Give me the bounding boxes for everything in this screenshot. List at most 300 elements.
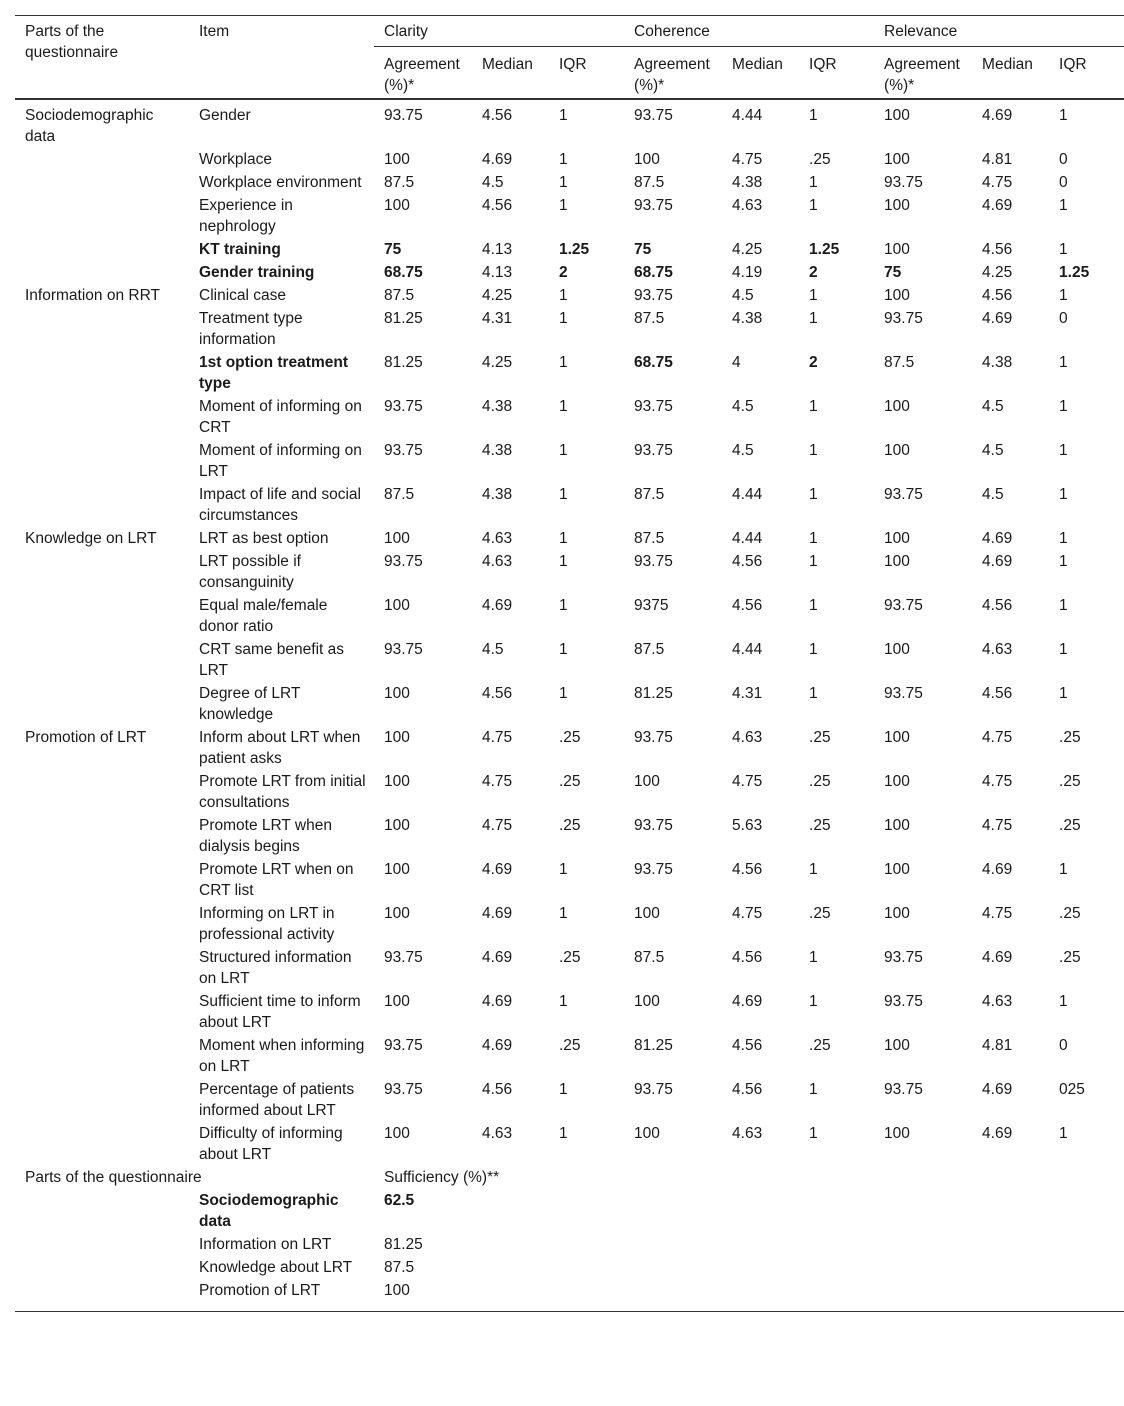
value-cell: 4.63 (732, 729, 763, 746)
value-cell: 4.38 (482, 442, 513, 459)
value-cell: 5.63 (732, 817, 763, 834)
value-cell: 4.44 (732, 486, 763, 503)
table-row (15, 99, 1124, 148)
table-row (15, 395, 1124, 439)
value-cell: .25 (1059, 949, 1081, 966)
value-cell: 87.5 (634, 530, 665, 547)
value-cell: 100 (884, 729, 910, 746)
value-cell: 1 (559, 993, 568, 1010)
value-cell: 4.56 (482, 1081, 513, 1098)
item-cell: LRT as best option (199, 530, 329, 547)
value-cell: 1 (809, 107, 818, 124)
value-cell: 4.25 (482, 287, 513, 304)
item-cell: Gender (199, 107, 251, 124)
table-row (15, 946, 1124, 990)
value-cell: 4 (732, 354, 741, 371)
value-cell: 4.5 (732, 442, 754, 459)
value-cell: 100 (384, 729, 410, 746)
value-cell: 4.63 (982, 641, 1013, 658)
value-cell: .25 (559, 729, 581, 746)
value-cell: 93.75 (384, 641, 423, 658)
value-cell: 4.56 (732, 1081, 763, 1098)
value-cell: .25 (1059, 817, 1081, 834)
table-row (15, 814, 1124, 858)
table-row (15, 1034, 1124, 1078)
value-cell: 4.56 (732, 1037, 763, 1054)
value-cell: 0 (1059, 151, 1068, 168)
table-row (15, 483, 1124, 527)
table-row (15, 171, 1124, 194)
value-cell: 100 (384, 1125, 410, 1142)
value-cell: 4.56 (482, 197, 513, 214)
sufficiency-item: Knowledge about LRT (199, 1259, 353, 1276)
value-cell: 100 (384, 685, 410, 702)
value-cell: 4.69 (982, 1081, 1013, 1098)
value-cell: 4.63 (482, 1125, 513, 1142)
item-cell: Degree of LRT knowledge (199, 685, 301, 723)
value-cell: .25 (809, 151, 831, 168)
value-cell: 100 (384, 597, 410, 614)
table-row (15, 726, 1124, 770)
value-cell: 100 (634, 905, 660, 922)
part-cell (15, 439, 189, 483)
value-cell: 1 (559, 597, 568, 614)
value-cell: 93.75 (634, 817, 673, 834)
item-cell: Moment of informing on LRT (199, 442, 362, 480)
value-cell: 1 (809, 949, 818, 966)
value-cell: 81.25 (634, 1037, 673, 1054)
value-cell: 1.25 (559, 241, 590, 258)
value-cell: 4.63 (732, 1125, 763, 1142)
value-cell: 100 (884, 241, 910, 258)
value-cell: 4.75 (732, 151, 763, 168)
value-cell: 4.38 (732, 174, 763, 191)
value-cell: 100 (884, 107, 910, 124)
value-cell: 4.44 (732, 641, 763, 658)
value-cell: 1 (809, 553, 818, 570)
item-cell: Impact of life and social circumstances (199, 486, 361, 524)
value-cell: 100 (384, 993, 410, 1010)
item-cell: Moment when informing on LRT (199, 1037, 365, 1075)
value-cell: 100 (634, 151, 660, 168)
value-cell: 1 (559, 685, 568, 702)
value-cell: .25 (559, 1037, 581, 1054)
value-cell: 1 (559, 861, 568, 878)
item-cell: Promote LRT when dialysis begins (199, 817, 332, 855)
value-cell: 4.75 (482, 817, 513, 834)
value-cell: 87.5 (634, 310, 665, 327)
value-cell: 87.5 (634, 949, 665, 966)
sufficiency-item: Information on LRT (199, 1236, 332, 1253)
value-cell: 93.75 (384, 1081, 423, 1098)
part-cell (15, 902, 189, 946)
value-cell: 1 (559, 310, 568, 327)
value-cell: 1 (1059, 107, 1068, 124)
value-cell: 100 (884, 553, 910, 570)
value-cell: 1 (1059, 442, 1068, 459)
value-cell: 1 (559, 398, 568, 415)
value-cell: 93.75 (634, 442, 673, 459)
value-cell: 100 (884, 398, 910, 415)
table-row (15, 307, 1124, 351)
value-cell: 93.75 (884, 310, 923, 327)
value-cell: 4.5 (482, 641, 504, 658)
value-cell: 4.38 (982, 354, 1013, 371)
header-item: Item (189, 16, 374, 100)
item-cell: 1st option treatment type (199, 354, 348, 392)
value-cell: 1 (559, 442, 568, 459)
item-cell: Equal male/female donor ratio (199, 597, 328, 635)
subheader-median: Median (972, 47, 1049, 100)
item-cell: KT training (199, 241, 281, 258)
value-cell: .25 (559, 949, 581, 966)
value-cell: 4.44 (732, 107, 763, 124)
subheader-median: Median (722, 47, 799, 100)
value-cell: 4.5 (732, 398, 754, 415)
value-cell: 100 (634, 1125, 660, 1142)
item-cell: Promote LRT when on CRT list (199, 861, 354, 899)
value-cell: 100 (384, 530, 410, 547)
value-cell: 1 (1059, 553, 1068, 570)
table-row (15, 770, 1124, 814)
value-cell: 4.69 (982, 107, 1013, 124)
value-cell: 100 (384, 905, 410, 922)
value-cell: 4.75 (482, 773, 513, 790)
value-cell: 4.56 (482, 685, 513, 702)
value-cell: 68.75 (634, 354, 673, 371)
part-cell (15, 483, 189, 527)
table-row (15, 594, 1124, 638)
item-cell: Experience in nephrology (199, 197, 293, 235)
value-cell: 1 (559, 287, 568, 304)
value-cell: 100 (634, 993, 660, 1010)
value-cell: .25 (1059, 905, 1081, 922)
value-cell: 1 (1059, 861, 1068, 878)
value-cell: 4.69 (982, 197, 1013, 214)
value-cell: 4.69 (482, 861, 513, 878)
value-cell: 100 (884, 905, 910, 922)
value-cell: 75 (884, 264, 902, 281)
value-cell: 4.75 (982, 174, 1013, 191)
table-row (15, 351, 1124, 395)
value-cell: 1 (809, 174, 818, 191)
value-cell: 1 (559, 530, 568, 547)
value-cell: .25 (809, 773, 831, 790)
value-cell: 100 (884, 817, 910, 834)
value-cell: 4.44 (732, 530, 763, 547)
part-cell: Sociodemographic data (25, 107, 154, 145)
subheader-agreement: Agreement (%)* (874, 47, 972, 100)
value-cell: 4.75 (982, 817, 1013, 834)
value-cell: 93.75 (884, 685, 923, 702)
value-cell: .25 (809, 729, 831, 746)
value-cell: 93.75 (884, 486, 923, 503)
value-cell: 93.75 (884, 1081, 923, 1098)
part-cell (15, 1122, 189, 1166)
value-cell: .25 (559, 773, 581, 790)
item-cell: Sufficient time to inform about LRT (199, 993, 361, 1031)
value-cell: 100 (384, 861, 410, 878)
sufficiency-row (15, 1256, 1124, 1279)
value-cell: .25 (809, 817, 831, 834)
value-cell: 0 (1059, 310, 1068, 327)
value-cell: 87.5 (884, 354, 915, 371)
value-cell: 4.56 (982, 597, 1013, 614)
value-cell: 1 (809, 685, 818, 702)
item-cell: Clinical case (199, 287, 287, 304)
value-cell: 100 (384, 151, 410, 168)
value-cell: 100 (884, 641, 910, 658)
part-cell (15, 770, 189, 814)
value-cell: 4.5 (982, 486, 1004, 503)
value-cell: 1 (1059, 597, 1068, 614)
value-cell: 1 (809, 398, 818, 415)
value-cell: 4.56 (732, 949, 763, 966)
value-cell: 1 (1059, 530, 1068, 547)
value-cell: 4.5 (982, 442, 1004, 459)
part-cell (15, 171, 189, 194)
value-cell: 4.25 (482, 354, 513, 371)
header-parts: Parts of the questionnaire (15, 16, 189, 100)
table-row (15, 902, 1124, 946)
value-cell: 93.75 (884, 949, 923, 966)
value-cell: 93.75 (384, 553, 423, 570)
value-cell: 93.75 (884, 993, 923, 1010)
value-cell: 1.25 (809, 241, 840, 258)
sufficiency-value: 62.5 (384, 1192, 415, 1209)
sufficiency-value: 87.5 (384, 1259, 415, 1276)
value-cell: .25 (1059, 729, 1081, 746)
subheader-iqr: IQR (549, 47, 624, 100)
value-cell: 4.56 (982, 685, 1013, 702)
value-cell: 4.69 (982, 310, 1013, 327)
value-cell: 100 (884, 151, 910, 168)
value-cell: 4.69 (482, 949, 513, 966)
value-cell: 100 (884, 1037, 910, 1054)
value-cell: 4.31 (482, 310, 513, 327)
value-cell: 68.75 (634, 264, 673, 281)
value-cell: .25 (809, 905, 831, 922)
subheader-agreement: Agreement (%)* (624, 47, 722, 100)
sufficiency-value: 81.25 (384, 1236, 423, 1253)
value-cell: 4.56 (732, 553, 763, 570)
item-cell: Percentage of patients informed about LRT (199, 1081, 355, 1119)
value-cell: 2 (559, 264, 568, 281)
value-cell: 93.75 (384, 398, 423, 415)
value-cell: 1 (809, 641, 818, 658)
value-cell: 1 (1059, 398, 1068, 415)
value-cell: 2 (809, 354, 818, 371)
value-cell: 87.5 (384, 174, 415, 191)
value-cell: 100 (884, 773, 910, 790)
table-row (15, 261, 1124, 284)
sufficiency-item: Sociodemographic data (199, 1192, 339, 1230)
value-cell: 100 (634, 773, 660, 790)
value-cell: 1 (559, 107, 568, 124)
value-cell: 1 (559, 174, 568, 191)
value-cell: 1 (809, 197, 818, 214)
value-cell: 1.25 (1059, 264, 1090, 281)
value-cell: 1 (809, 993, 818, 1010)
table-row (15, 550, 1124, 594)
value-cell: 4.69 (982, 530, 1013, 547)
value-cell: 93.75 (634, 729, 673, 746)
value-cell: 4.38 (482, 398, 513, 415)
value-cell: 4.69 (482, 905, 513, 922)
value-cell: 4.38 (732, 310, 763, 327)
value-cell: 1 (559, 641, 568, 658)
value-cell: 4.75 (982, 729, 1013, 746)
table-row (15, 284, 1124, 307)
value-cell: 1 (559, 354, 568, 371)
value-cell: 1 (1059, 1125, 1068, 1142)
value-cell: 1 (1059, 486, 1068, 503)
value-cell: 1 (1059, 993, 1068, 1010)
value-cell: 4.69 (982, 861, 1013, 878)
value-cell: .25 (809, 1037, 831, 1054)
value-cell: 93.75 (634, 1081, 673, 1098)
value-cell: 93.75 (384, 1037, 423, 1054)
value-cell: 4.56 (732, 861, 763, 878)
value-cell: 4.38 (482, 486, 513, 503)
value-cell: 4.13 (482, 264, 513, 281)
subheader-iqr: IQR (1049, 47, 1124, 100)
value-cell: 87.5 (384, 287, 415, 304)
value-cell: 93.75 (884, 174, 923, 191)
value-cell: 025 (1059, 1081, 1085, 1098)
value-cell: 1 (559, 486, 568, 503)
value-cell: .25 (1059, 773, 1081, 790)
value-cell: 1 (1059, 241, 1068, 258)
value-cell: 4.69 (482, 1037, 513, 1054)
sufficiency-row (15, 1233, 1124, 1256)
value-cell: 1 (559, 905, 568, 922)
value-cell: 4.75 (982, 905, 1013, 922)
value-cell: 9375 (634, 597, 669, 614)
value-cell: 93.75 (634, 107, 673, 124)
value-cell: 100 (884, 861, 910, 878)
value-cell: 4.69 (482, 597, 513, 614)
value-cell: 1 (809, 287, 818, 304)
part-cell (15, 990, 189, 1034)
value-cell: 1 (809, 442, 818, 459)
subheader-iqr: IQR (799, 47, 874, 100)
value-cell: 1 (559, 553, 568, 570)
sufficiency-parts-label: Parts of the questionnaire (25, 1169, 202, 1186)
table-row (15, 1166, 1124, 1189)
value-cell: 4.69 (982, 949, 1013, 966)
item-cell: Inform about LRT when patient asks (199, 729, 361, 767)
value-cell: 4.5 (732, 287, 754, 304)
value-cell: 4.5 (982, 398, 1004, 415)
part-cell (15, 550, 189, 594)
value-cell: 93.75 (634, 398, 673, 415)
table-row (15, 527, 1124, 550)
value-cell: 100 (884, 530, 910, 547)
value-cell: 81.25 (634, 685, 673, 702)
table-row (15, 638, 1124, 682)
value-cell: 4.69 (482, 151, 513, 168)
value-cell: 4.75 (732, 773, 763, 790)
part-cell (15, 858, 189, 902)
value-cell: 4.63 (732, 197, 763, 214)
value-cell: 87.5 (634, 641, 665, 658)
item-cell: LRT possible if consanguinity (199, 553, 301, 591)
part-cell (15, 946, 189, 990)
table-body (15, 99, 1124, 1166)
value-cell: 93.75 (384, 107, 423, 124)
value-cell: 4.81 (982, 1037, 1013, 1054)
sufficiency-row (15, 1189, 1124, 1233)
part-cell: Promotion of LRT (25, 729, 147, 746)
value-cell: 81.25 (384, 310, 423, 327)
item-cell: Workplace (199, 151, 272, 168)
value-cell: 93.75 (634, 287, 673, 304)
sufficiency-label: Sufficiency (%)** (384, 1169, 500, 1186)
value-cell: 4.69 (482, 993, 513, 1010)
value-cell: 1 (809, 861, 818, 878)
value-cell: 81.25 (384, 354, 423, 371)
value-cell: 93.75 (884, 597, 923, 614)
value-cell: 4.75 (482, 729, 513, 746)
part-cell (15, 307, 189, 351)
value-cell: 100 (384, 773, 410, 790)
part-cell (15, 814, 189, 858)
value-cell: 0 (1059, 1037, 1068, 1054)
part-cell (15, 351, 189, 395)
value-cell: 1 (1059, 641, 1068, 658)
sufficiency-value: 100 (384, 1282, 410, 1299)
value-cell: 93.75 (634, 861, 673, 878)
value-cell: 75 (634, 241, 652, 258)
table-row (15, 1122, 1124, 1166)
value-cell: 4.56 (982, 287, 1013, 304)
value-cell: 1 (809, 310, 818, 327)
value-cell: 1 (809, 597, 818, 614)
item-cell: Gender training (199, 264, 315, 281)
table-row (15, 238, 1124, 261)
value-cell: 4.56 (982, 241, 1013, 258)
table-row (15, 148, 1124, 171)
item-cell: CRT same benefit as LRT (199, 641, 345, 679)
value-cell: 4.5 (482, 174, 504, 191)
sufficiency-row (15, 1279, 1124, 1312)
part-cell (15, 395, 189, 439)
value-cell: 1 (1059, 287, 1068, 304)
sufficiency-section (15, 1166, 1124, 1312)
item-cell: Promote LRT from initial consultations (199, 773, 366, 811)
value-cell: 4.63 (482, 553, 513, 570)
value-cell: 93.75 (634, 197, 673, 214)
value-cell: 100 (384, 197, 410, 214)
part-cell: Information on RRT (25, 287, 160, 304)
value-cell: 4.13 (482, 241, 513, 258)
sufficiency-item: Promotion of LRT (199, 1282, 321, 1299)
value-cell: 1 (559, 1125, 568, 1142)
table-row (15, 990, 1124, 1034)
part-cell (15, 148, 189, 171)
value-cell: 4.56 (482, 107, 513, 124)
value-cell: 1 (1059, 685, 1068, 702)
header-clarity: Clarity (374, 16, 624, 47)
questionnaire-validation-table (15, 15, 1124, 1312)
table-row (15, 1078, 1124, 1122)
table-row (15, 858, 1124, 902)
header-coherence: Coherence (624, 16, 874, 47)
item-cell: Informing on LRT in professional activity (199, 905, 335, 943)
value-cell: 1 (1059, 354, 1068, 371)
part-cell (15, 1034, 189, 1078)
